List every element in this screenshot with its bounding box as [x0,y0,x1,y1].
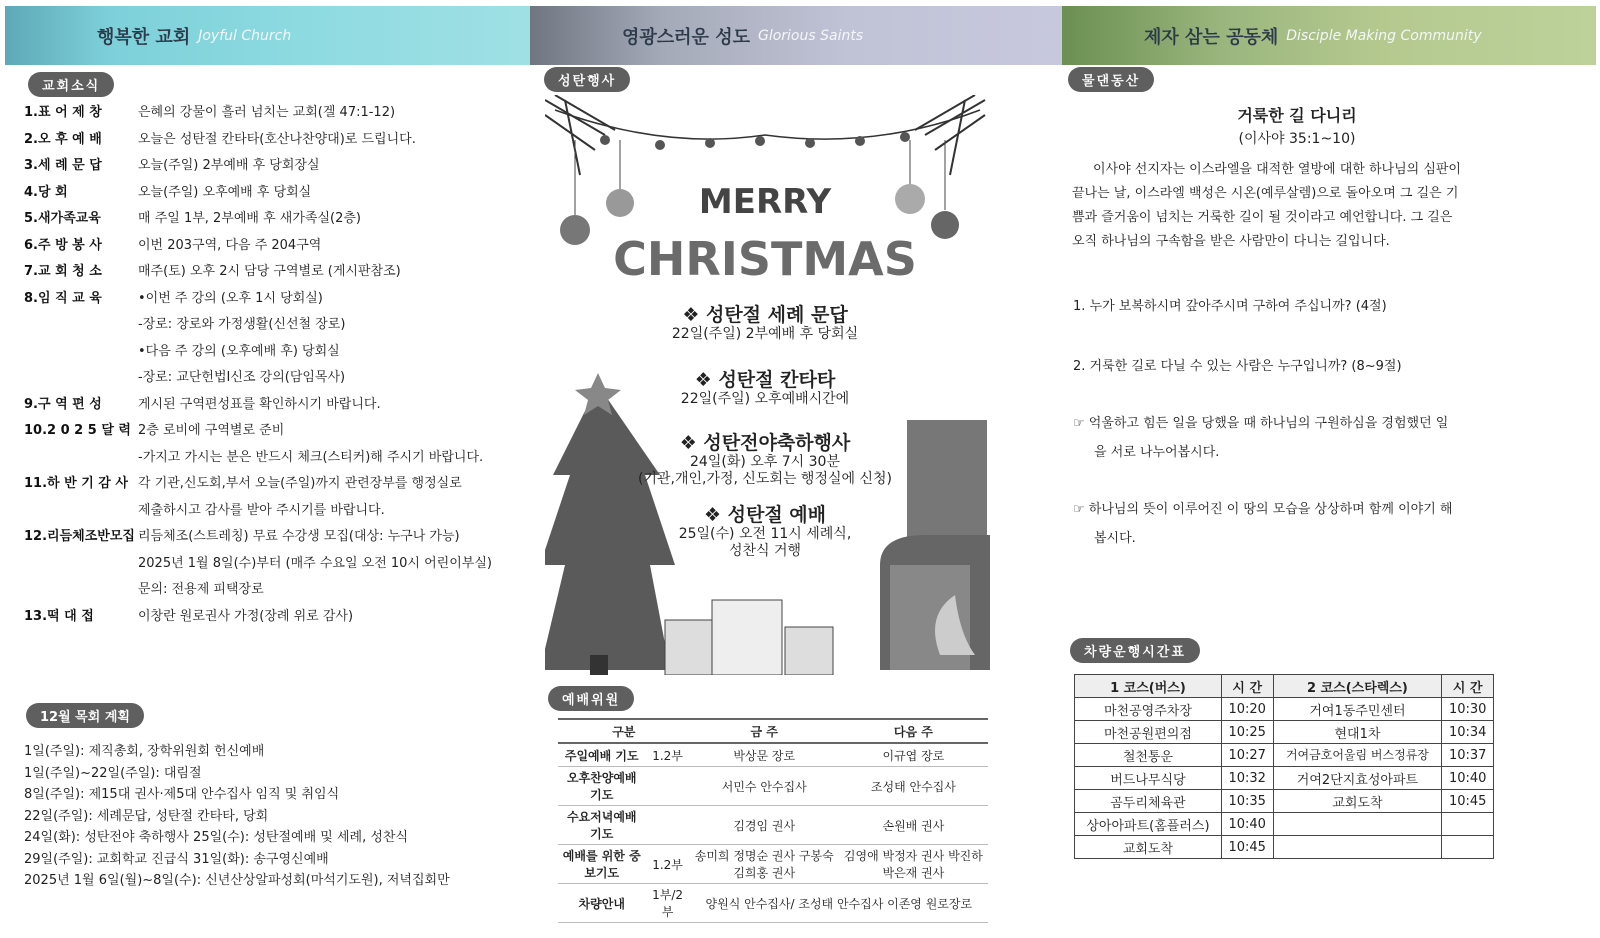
banner-title: 행복한 교회 [97,26,191,48]
news-item-text: 매 주일 1부, 2부예배 후 새가족실(2층) [138,211,362,226]
table-row [558,743,988,767]
table-row [1075,721,1494,744]
plan-line: 1일(주일): 제직총회, 장학위원회 헌신예배 [24,744,265,759]
event-detail: 22일(주일) 오후예배시간에 [680,391,850,407]
news-item-text: -장로: 교단헌법Ⅰ신조 강의(담임목사) [138,370,346,385]
bus-cell: 마천공원편의점 [1075,721,1222,744]
news-item-text: 은혜의 강물이 흘러 넘치는 교회(겔 47:1-12) [138,105,396,120]
news-item-label: 7.교 회 청 소 [24,264,102,279]
bus-cell: 거여금호어울림 버스정류장 [1273,744,1442,767]
table-cell: 1부/2부 [645,884,689,923]
plan-line: 29일(주일): 교회학교 진급식 31일(화): 송구영신예배 [24,851,329,867]
bus-cell: 10:37 [1442,744,1494,767]
news-item-label: 1.표 어 제 창 [24,105,102,120]
worship-committee-pill: 예배위원 [548,686,634,711]
table-row [1075,767,1494,790]
table-row [1075,790,1494,813]
news-item-text: 게시된 구역편성표를 확인하시기 바랍니다. [138,396,381,412]
meditation-reference: (이사야 35:1~10) [1238,131,1356,147]
bus-header: 2 코스(스타렉스) [1273,675,1442,698]
news-item-text: 이창란 원로권사 가정(장례 위로 감사) [138,608,354,624]
table-cell: 수요저녁예배 기도 [558,806,645,845]
christmas-text: CHRISTMAS [613,232,917,286]
banner-title: 제자 삼는 공동체 [1144,26,1279,48]
news-item-text: 이번 203구역, 다음 주 204구역 [138,237,322,253]
news-item-label: 3.세 례 문 답 [24,158,102,173]
news-item-label: 5.새가족교육 [24,211,101,226]
christmas-events-pill: 성탄행사 [544,67,630,92]
table-row [558,767,988,806]
news-item-label: 6.주 방 봉 사 [24,237,102,253]
bus-cell [1273,836,1442,859]
banner-joyful-church [5,6,530,65]
news-item-text: 제출하시고 감사를 받아 주시기를 바랍니다. [138,502,385,518]
banner-glorious-saints [530,6,1062,65]
fireplace [880,420,990,670]
news-item-text: 매주(토) 오후 2시 담당 구역별로 (게시판참조) [138,264,401,279]
table-cell: 예배를 위한 중보기도 [558,845,645,884]
table-cell: 김영애 박정자 권사 박진하 박은재 권사 [839,845,988,884]
worship-committee-table [558,718,988,923]
meditation-title: 거룩한 길 다니리 [1237,106,1357,125]
merry-text: MERRY [698,182,832,222]
bus-header: 시 간 [1442,675,1494,698]
bus-cell: 10:45 [1221,836,1273,859]
prompt-line: ☞ 하나님의 뜻이 이루어진 이 땅의 모습을 상상하며 함께 이야기 해 [1073,502,1453,517]
question-2: 2. 거룩한 길로 다닐 수 있는 사람은 누구입니까? (8~9절) [1073,359,1402,374]
banner-title: 영광스러운 성도 [622,26,750,48]
table-cell: 서민수 안수집사 [690,767,839,806]
meditation-line: 오직 하나님의 구속함을 받은 사람만이 다니는 길입니다. [1072,234,1390,249]
news-item-label: 9.구 역 편 성 [24,396,102,412]
table-row [558,806,988,845]
bus-cell [1442,813,1494,836]
bus-cell: 교회도착 [1273,790,1442,813]
table-cell [645,767,689,806]
banner-subtitle: Disciple Making Community [1286,27,1482,44]
table-cell: 손원배 권사 [839,806,988,845]
table-cell: 양원식 안수집사/ 조성태 안수집사 이존영 원로장로 [690,884,988,923]
bus-schedule-table [1074,674,1494,859]
bus-cell: 버드나무식당 [1075,767,1222,790]
bus-cell: 10:40 [1221,813,1273,836]
plan-line: 1일(주일)~22일(주일): 대림절 [24,765,202,781]
question-1: 1. 누가 보복하시며 갚아주시며 구하여 주십니까? (4절) [1073,299,1387,314]
church-news-pill: 교회소식 [28,72,114,97]
gift-boxes [665,600,833,675]
news-item-label: 12.리듬체조반모집 [24,529,135,544]
table-cell [645,806,689,845]
table-cell: 주일예배 기도 [558,743,645,767]
bus-cell: 10:20 [1221,698,1273,721]
banner-subtitle: Glorious Saints [757,27,864,44]
news-item-text: 오늘(주일) 2부예배 후 당회장실 [138,158,320,173]
prompt-line: 봅시다. [1094,531,1136,546]
table-cell: 이규엽 장로 [839,743,988,767]
news-item-text: 2층 로비에 구역별로 준비 [138,423,285,438]
table-row [1075,698,1494,721]
table-row [1075,744,1494,767]
event-title: ❖ 성탄절 예배 [703,504,827,526]
table-cell: 김경임 권사 [690,806,839,845]
news-item-text: 2025년 1월 8일(수)부터 (매주 수요일 오전 10시 어린이부실) [138,555,492,571]
plan-line: 8일(주일): 제15대 권사·제5대 안수집사 임직 및 취임식 [24,787,340,802]
bus-schedule-pill: 차량운행시간표 [1070,638,1200,663]
bus-cell: 10:45 [1442,790,1494,813]
table-row [558,884,988,923]
table-cell: 조성태 안수집사 [839,767,988,806]
table-cell: 차량안내 [558,884,645,923]
table-cell: 오후찬양예배 기도 [558,767,645,806]
news-item-label: 13.떡 대 접 [24,608,94,624]
bus-cell: 현대1차 [1273,721,1442,744]
news-item-label: 2.오 후 예 배 [24,131,102,147]
bus-cell: 교회도착 [1075,836,1222,859]
header-category: 구분 [558,719,690,743]
meditation-pill: 물댄동산 [1068,67,1154,92]
banner-disciple-community [1062,6,1596,65]
news-item-text: 오늘(주일) 오후예배 후 당회실 [138,184,312,200]
bus-cell: 철천통운 [1075,744,1222,767]
meditation-line: 쁨과 즐거움이 넘치는 거룩한 길이 될 것이라고 예언합니다. 그 길은 [1072,210,1453,225]
bus-header: 시 간 [1221,675,1273,698]
event-detail: 22일(주일) 2부예배 후 당회실 [671,326,859,342]
table-row [1075,813,1494,836]
plan-line: 24일(화): 성탄전야 축하행사 25일(수): 성탄절예배 및 세례, 성찬식 [24,830,409,845]
bus-cell: 10:35 [1221,790,1273,813]
prompt-line: ☞ 억울하고 힘든 일을 당했을 때 하나님의 구원하심을 경험했던 일 [1073,416,1449,431]
news-item-label: 8.임 직 교 육 [24,290,102,306]
news-item-text: 문의: 전용제 피택장로 [138,582,264,597]
bus-cell: 10:32 [1221,767,1273,790]
bus-header: 1 코스(버스) [1075,675,1222,698]
event-detail: (기관,개인,가정, 신도회는 행정실에 신청) [637,471,892,487]
news-item-text: 각 기관,신도회,부서 오늘(주일)까지 관련장부를 행정실로 [138,476,462,491]
event-title: ❖ 성탄절 칸타타 [694,369,836,391]
bus-cell: 10:30 [1442,698,1494,721]
plan-line: 2025년 1월 6일(월)~8일(수): 신년산상알파성회(마석기도원), 저녁집회만 [24,873,450,888]
event-detail: 성찬식 거행 [728,543,802,559]
table-cell: 박상문 장로 [690,743,839,767]
bus-cell: 10:27 [1221,744,1273,767]
meditation-line: 끝나는 날, 이스라엘 백성은 시온(예루살렘)으로 돌아오며 그 길은 기 [1072,186,1459,201]
news-item-text: -장로: 장로와 가정생활(신선철 장로) [138,317,346,332]
header-this-week: 금 주 [690,719,839,743]
bus-cell: 10:40 [1442,767,1494,790]
table-cell: 송미희 정명순 권사 구봉숙 김희홍 권사 [690,845,839,884]
event-title: ❖ 성탄절 세례 문답 [682,304,848,326]
news-item-text: 오늘은 성탄절 칸타타(호산나찬양대)로 드립니다. [138,131,416,147]
bus-cell: 곰두리체육관 [1075,790,1222,813]
news-item-text: -가지고 가시는 분은 반드시 체크(스티커)해 주시기 바랍니다. [138,449,484,465]
bus-cell [1273,813,1442,836]
news-item-label: 4.당 회 [24,184,68,200]
bus-cell: 상아아파트(홈플러스) [1075,813,1222,836]
bus-cell: 10:34 [1442,721,1494,744]
plan-line: 22일(주일): 세례문답, 성탄절 칸타타, 당회 [24,808,269,824]
table-row [558,845,988,884]
event-detail: 25일(수) 오전 11시 세례식, [678,526,852,542]
table-row [1075,836,1494,859]
news-item-label: 10.2 0 2 5 달 력 [24,423,131,438]
december-plan-pill: 12월 목회 계획 [26,703,144,728]
header-next-week: 다음 주 [839,719,988,743]
bus-cell: 10:25 [1221,721,1273,744]
banner-subtitle: Joyful Church [198,27,292,44]
bus-cell: 거여1동주민센터 [1273,698,1442,721]
table-cell: 1.2부 [645,845,689,884]
table-cell: 1.2부 [645,743,689,767]
bus-cell: 마천공영주차장 [1075,698,1222,721]
news-item-text: 리듬체조(스트레칭) 무료 수강생 모집(대상: 누구나 가능) [138,529,460,544]
meditation-line: 이사야 선지자는 이스라엘을 대적한 열방에 대한 하나님의 심판이 [1093,162,1461,177]
bus-cell [1442,836,1494,859]
news-item-text: •이번 주 강의 (오후 1시 당회실) [138,290,323,306]
prompt-line: 을 서로 나누어봅시다. [1094,445,1220,460]
event-detail: 24일(화) 오후 7시 30분 [690,454,840,470]
event-title: ❖ 성탄전야축하행사 [679,432,851,454]
news-item-text: •다음 주 강의 (오후예배 후) 당회실 [138,343,340,359]
bus-cell: 거여2단지효성아파트 [1273,767,1442,790]
news-item-label: 11.하 반 기 감 사 [24,476,128,491]
